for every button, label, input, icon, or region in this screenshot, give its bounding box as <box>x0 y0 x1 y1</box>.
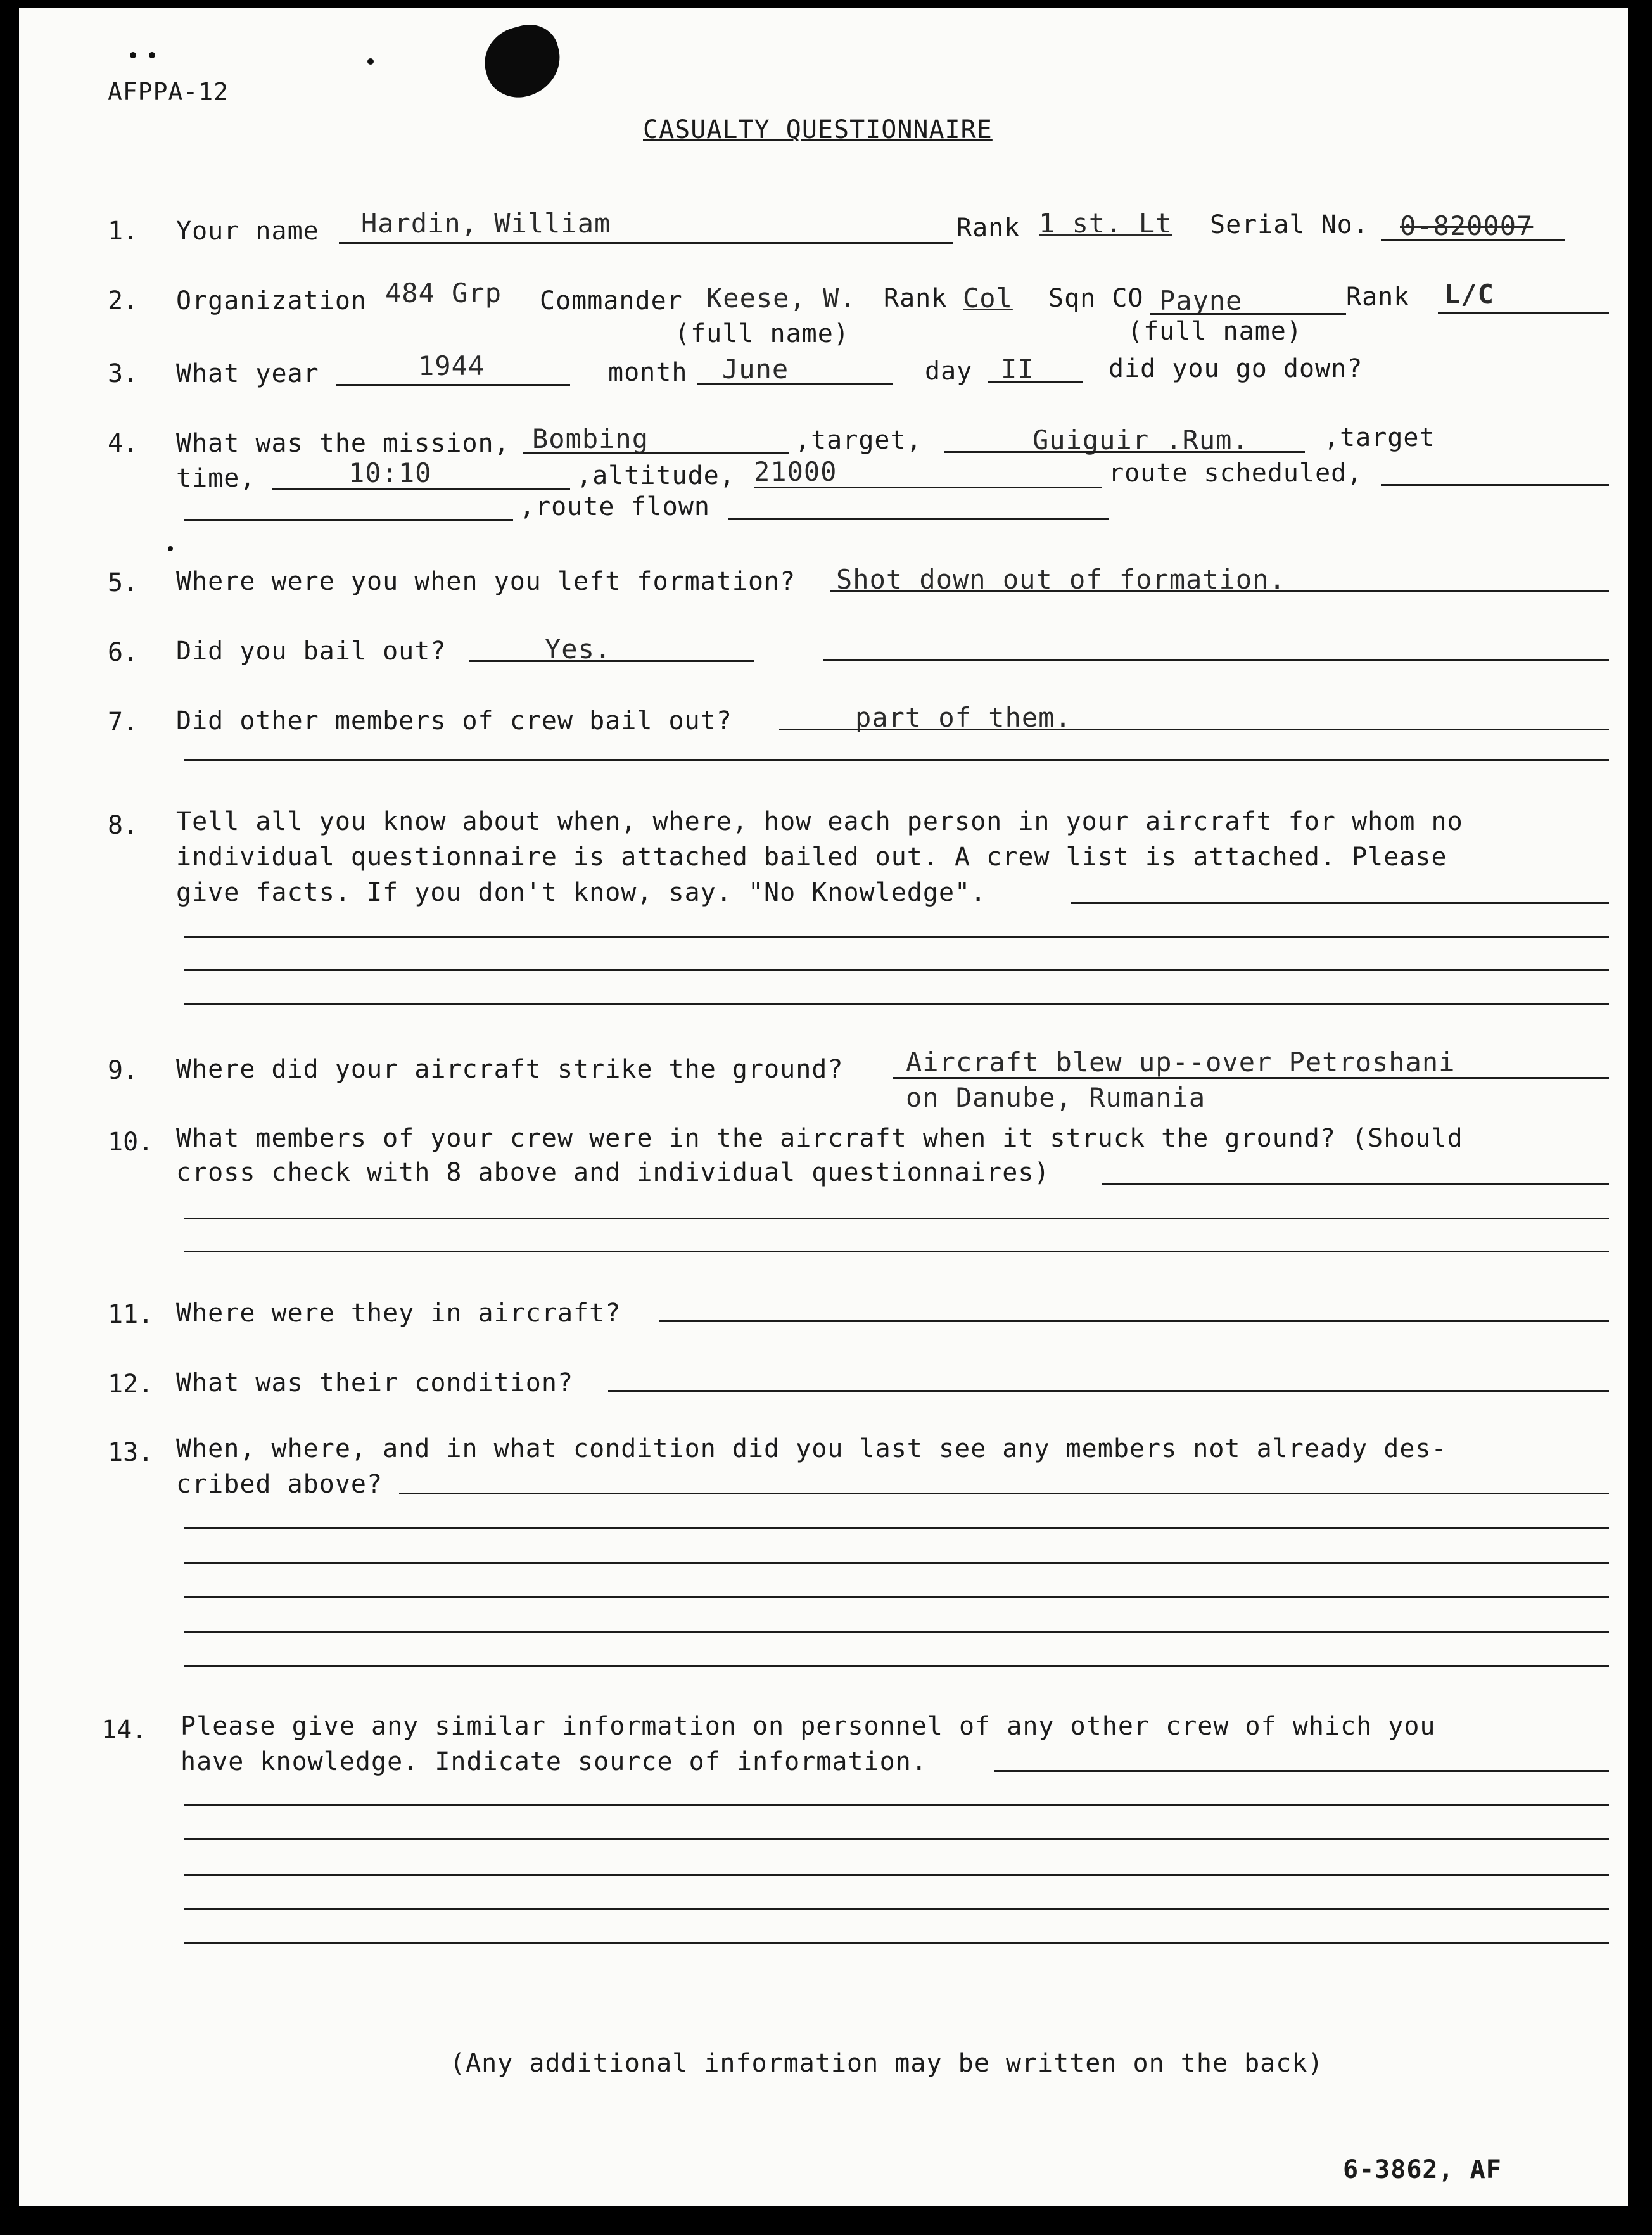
q2-rank2-value: L/C <box>1444 279 1494 310</box>
q14-line-5 <box>184 1908 1609 1910</box>
q3-number: 3. <box>108 359 139 388</box>
q4-altitude-label: ,altitude, <box>576 461 735 490</box>
q1-rank-label: Rank <box>956 213 1020 243</box>
q6-line-2 <box>823 659 1609 661</box>
q8-line2: individual questionnaire is attached bailed out. A crew list is attached. Please <box>176 843 1447 872</box>
q4-target-label: ,target, <box>795 426 922 455</box>
q4-mission-line <box>523 452 789 454</box>
q2-org-label: Organization <box>176 286 367 315</box>
q4-altitude-line <box>754 487 1102 488</box>
q4-target-time-label: ,target <box>1324 423 1435 452</box>
q2-sqn-line <box>1150 313 1346 315</box>
questionnaire-page <box>19 8 1628 2206</box>
q4-target-line <box>944 451 1305 453</box>
q6-value: Yes. <box>545 634 612 665</box>
q12-number: 12. <box>108 1370 154 1399</box>
q13-line2: cribed above? <box>176 1470 383 1499</box>
q8-number: 8. <box>108 811 139 840</box>
ink-blot <box>477 18 568 105</box>
q13-line1: When, where, and in what condition did you last see any members not already des- <box>176 1434 1447 1463</box>
q2-sqn-value: Payne <box>1159 285 1243 316</box>
speck <box>149 52 155 58</box>
q4-time-value: 10:10 <box>348 457 432 488</box>
q13-line-6 <box>184 1665 1609 1667</box>
q2-fullname-1: (full name) <box>675 319 849 348</box>
q11-line <box>659 1320 1609 1322</box>
q8-line <box>1071 902 1609 904</box>
q4-mission-value: Bombing <box>532 423 649 454</box>
q13-line-2 <box>184 1527 1609 1529</box>
q1-serial-line <box>1381 239 1565 241</box>
q13-line-3 <box>184 1562 1609 1564</box>
page-title: CASUALTY QUESTIONNAIRE <box>643 115 993 144</box>
q5-label: Where were you when you left formation? <box>176 567 796 596</box>
q1-rank-value: 1 st. Lt <box>1039 208 1172 239</box>
q10-line <box>1102 1183 1609 1185</box>
q10-line-2 <box>184 1218 1609 1219</box>
q10-number: 10. <box>108 1128 154 1157</box>
q4-mission-label: What was the mission, <box>176 429 510 458</box>
form-id: AFPPA-12 <box>108 78 229 106</box>
q3-year-value: 1944 <box>418 350 485 381</box>
q8-line3: give facts. If you don't know, say. "No Knowledge". <box>176 878 987 907</box>
q7-line-2 <box>184 759 1609 761</box>
q10-line2: cross check with 8 above and individual questionnaires) <box>176 1158 1050 1187</box>
q3-month-value: June <box>722 353 789 385</box>
q4-number: 4. <box>108 429 139 458</box>
q1-serial-label: Serial No. <box>1210 210 1369 239</box>
q12-line <box>608 1390 1609 1392</box>
q4-route-sched-label: route scheduled, <box>1109 459 1363 488</box>
q2-org-value: 484 Grp <box>385 277 502 309</box>
q13-number: 13. <box>108 1438 154 1467</box>
q4-target-value: Guiguir .Rum. <box>1032 424 1249 455</box>
q14-line-6 <box>184 1942 1609 1944</box>
q14-number: 14. <box>101 1716 148 1745</box>
q4-altitude-value: 21000 <box>754 456 837 487</box>
q3-year-label: What year <box>176 359 319 388</box>
q7-line <box>779 729 1609 730</box>
form-number: 6-3862, AF <box>1343 2155 1502 2184</box>
q9-value: Aircraft blew up--over Petroshani <box>906 1047 1456 1078</box>
q4-route-sched-line-2 <box>184 519 513 521</box>
q14-line-4 <box>184 1874 1609 1876</box>
q5-line <box>830 590 1609 592</box>
q11-number: 11. <box>108 1300 154 1329</box>
q3-day-label: day <box>925 357 973 386</box>
q4-time-line <box>272 488 570 490</box>
q1-number: 1. <box>108 217 139 246</box>
q4-route-sched-line <box>1381 484 1609 486</box>
q2-rank2-line <box>1438 312 1609 314</box>
q14-line <box>994 1770 1609 1772</box>
q2-fullname-2: (full name) <box>1128 317 1302 346</box>
q6-label: Did you bail out? <box>176 637 447 666</box>
q3-month-label: month <box>608 358 688 387</box>
q10-line-3 <box>184 1251 1609 1252</box>
q1-name-line <box>339 242 953 244</box>
q2-number: 2. <box>108 286 139 315</box>
q9-label: Where did your aircraft strike the ground? <box>176 1055 844 1084</box>
q2-rank-label: Rank <box>884 284 948 313</box>
q6-number: 6. <box>108 638 139 667</box>
q1-name-value: Hardin, William <box>361 208 611 239</box>
q3-tail: did you go down? <box>1109 354 1363 383</box>
q9-number: 9. <box>108 1056 139 1085</box>
q4-route-flown-line <box>728 518 1109 520</box>
q8-line-2 <box>184 936 1609 938</box>
speck <box>168 546 173 551</box>
speck <box>367 58 374 65</box>
q11-label: Where were they in aircraft? <box>176 1299 621 1328</box>
q7-number: 7. <box>108 708 139 737</box>
q14-line1: Please give any similar information on personnel of any other crew of which you <box>181 1712 1436 1741</box>
q3-day-value: II <box>1001 353 1034 385</box>
q2-commander-value: Keese, W. <box>706 283 856 314</box>
q7-value: part of them. <box>855 702 1072 733</box>
q8-line1: Tell all you know about when, where, how each person in your aircraft for whom no <box>176 807 1463 836</box>
q14-line-3 <box>184 1838 1609 1840</box>
q2-rank2-label: Rank <box>1346 283 1410 312</box>
q13-line-4 <box>184 1596 1609 1598</box>
q10-line1: What members of your crew were in the aircraft when it struck the ground? (Should <box>176 1124 1463 1153</box>
q7-label: Did other members of crew bail out? <box>176 706 732 735</box>
q8-line-4 <box>184 1003 1609 1005</box>
q13-line-5 <box>184 1631 1609 1633</box>
q14-line-2 <box>184 1804 1609 1806</box>
q1-serial-value: 0-820007 <box>1400 210 1534 241</box>
q2-rank-value: Col <box>963 283 1013 314</box>
q9-value-2: on Danube, Rumania <box>906 1082 1206 1113</box>
q1-name-label: Your name <box>176 217 319 246</box>
q8-line-3 <box>184 969 1609 971</box>
speck <box>130 52 136 58</box>
q6-line <box>469 660 754 662</box>
q3-year-line <box>336 384 570 386</box>
q5-number: 5. <box>108 568 139 597</box>
q9-line <box>893 1077 1609 1079</box>
q3-day-line <box>988 381 1083 383</box>
q2-commander-label: Commander <box>540 286 683 315</box>
q2-sqn-label: Sqn CO <box>1048 284 1144 313</box>
q4-time-label: time, <box>176 464 256 493</box>
q5-value: Shot down out of formation. <box>836 564 1286 595</box>
footer-note: (Any additional information may be written on the back) <box>450 2049 1324 2078</box>
q3-month-line <box>697 383 893 385</box>
q14-line2: have knowledge. Indicate source of information. <box>181 1747 927 1776</box>
q13-line <box>399 1493 1609 1494</box>
q4-route-flown-label: ,route flown <box>519 492 710 521</box>
q12-label: What was their condition? <box>176 1368 574 1398</box>
